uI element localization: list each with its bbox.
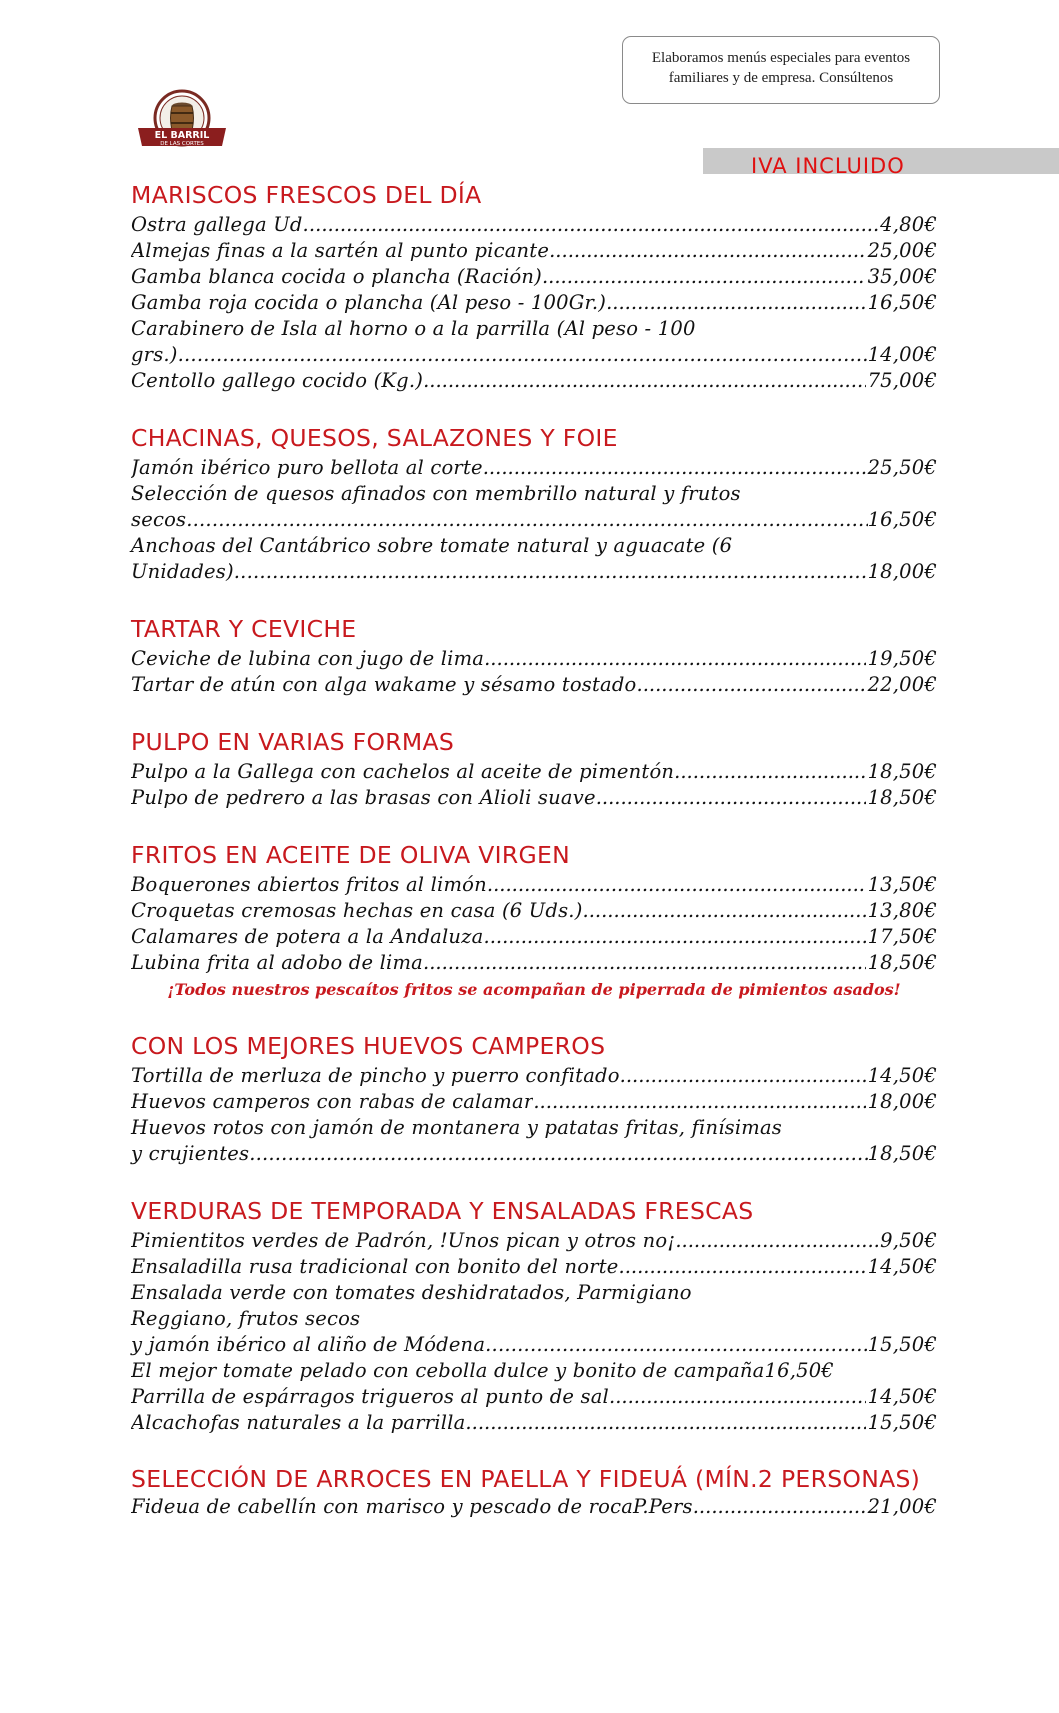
menu-item: Boquerones abiertos fritos al limón ..... 13,50€ [131,872,937,898]
item-price: 22,00€ [867,673,937,696]
item-price: 25,50€ [867,456,937,479]
item-price: 14,50€ [867,1064,937,1087]
item-price: 16,50€ [867,508,937,531]
menu-item: Ensalada verde con tomates deshidratados, Parmigiano Reggiano, frutos secos y jamón ibérico al aliño de Módena ..... 15,50€ [131,1280,937,1358]
item-price: 16,50€ [867,291,937,314]
item-price: 18,00€ [867,1090,937,1113]
svg-text:EL BARRIL: EL BARRIL [154,130,210,141]
section-chacinas [131,425,937,585]
menu-item: Huevos rotos con jamón de montanera y patatas fritas, finísimas y crujientes ..... 18,50€ [131,1115,937,1167]
section-fritos [131,842,937,1002]
iva-band [703,148,1059,174]
item-price: 18,50€ [867,951,937,974]
section-title: TARTAR Y CEVICHE [131,615,357,643]
menu-item: Ceviche de lubina con jugo de lima ..... 19,50€ [131,646,937,672]
section-huevos [131,1033,937,1167]
menu-content [131,182,937,1551]
section-mariscos [131,182,937,394]
menu-item: Ostra gallega Ud. ..... 4,80€ [131,212,937,238]
menu-item: Carabinero de Isla al horno o a la parrilla (Al peso - 100 grs.) ..... 14,00€ [131,316,937,368]
special-menus-notice [622,36,940,104]
section-arroces [131,1467,937,1520]
item-price: 14,50€ [867,1255,937,1278]
menu-item: Gamba blanca cocida o plancha (Ración) ..... 35,00€ [131,264,937,290]
svg-text:DE LAS CORTES: DE LAS CORTES [160,141,204,147]
menu-item: Pulpo a la Gallega con cachelos al aceite de pimentón ..... 18,50€ [131,759,937,785]
item-price: 25,00€ [867,239,937,262]
menu-item: Croquetas cremosas hechas en casa (6 Uds.) ..... 13,80€ [131,898,937,924]
item-price: 14,00€ [867,343,937,366]
item-price: 35,00€ [867,265,937,288]
section-pulpo [131,729,937,811]
iva-label: IVA INCLUIDO [751,154,905,174]
menu-item: Tartar de atún con alga wakame y sésamo tostado ..... 22,00€ [131,672,937,698]
item-price: 17,50€ [867,925,937,948]
restaurant-logo [134,88,230,160]
menu-item: Selección de quesos afinados con membrillo natural y frutos secos ..... 16,50€ [131,481,937,533]
menu-item: Parrilla de espárragos trigueros al punto de sal ..... 14,50€ [131,1384,937,1410]
item-price: 19,50€ [867,647,937,670]
item-price: 16,50€ [764,1359,834,1382]
section-title: SELECCIÓN DE ARROCES EN PAELLA Y FIDEUÁ (MÍN.2 PERSONAS) [131,1465,921,1493]
section-title: FRITOS EN ACEITE DE OLIVA VIRGEN [131,841,571,869]
menu-item: Anchoas del Cantábrico sobre tomate natural y aguacate (6 Unidades) ..... 18,00€ [131,533,937,585]
notice-text: Elaboramos menús especiales para eventos familiares y de empresa. Consúltenos [651,50,911,86]
menu-item: Pimientitos verdes de Padrón, !Unos pican y otros no¡ ..... 9,50€ [131,1228,937,1254]
menu-item: Jamón ibérico puro bellota al corte ..... 25,50€ [131,455,937,481]
menu-item: Huevos camperos con rabas de calamar ..... 18,00€ [131,1089,937,1115]
section-title: CON LOS MEJORES HUEVOS CAMPEROS [131,1032,606,1060]
section-tartar [131,616,937,698]
item-price: 18,50€ [867,786,937,809]
menu-item: Pulpo de pedrero a las brasas con Alioli suave ..... 18,50€ [131,785,937,811]
section-title: VERDURAS DE TEMPORADA Y ENSALADAS FRESCAS [131,1197,754,1225]
menu-item: Tortilla de merluza de pincho y puerro confitado ..... 14,50€ [131,1063,937,1089]
menu-item: Fideua de cabellín con marisco y pescado de rocaP.Pers ..... 21,00€ [131,1494,937,1520]
item-price: 13,50€ [867,873,937,896]
fried-fish-note: ¡Todos nuestros pescaítos fritos se acompañan de piperrada de pimientos asados! [167,980,901,999]
menu-item: Gamba roja cocida o plancha (Al peso - 100Gr.) ..... 16,50€ [131,290,937,316]
item-price: 9,50€ [880,1229,937,1252]
menu-item: Alcachofas naturales a la parrilla ..... 15,50€ [131,1410,937,1436]
item-price: 14,50€ [867,1385,937,1408]
section-verduras [131,1198,937,1436]
section-title: CHACINAS, QUESOS, SALAZONES Y FOIE [131,424,618,452]
section-title: MARISCOS FRESCOS DEL DÍA [131,181,482,209]
menu-item: Centollo gallego cocido (Kg.) ..... 75,00€ [131,368,937,394]
menu-item: Almejas finas a la sartén al punto picante ..... 25,00€ [131,238,937,264]
section-title: PULPO EN VARIAS FORMAS [131,728,455,756]
menu-item: Ensaladilla rusa tradicional con bonito del norte ..... 14,50€ [131,1254,937,1280]
item-price: 21,00€ [867,1495,937,1518]
item-price: 75,00€ [867,369,937,392]
barrel-logo-icon [134,88,230,160]
item-price: 18,50€ [867,1142,937,1165]
menu-item: Calamares de potera a la Andaluza ..... 17,50€ [131,924,937,950]
item-price: 18,00€ [867,560,937,583]
menu-item: El mejor tomate pelado con cebolla dulce y bonito de campaña 16,50€ [131,1359,834,1382]
item-price: 15,50€ [867,1411,937,1434]
item-price: 4,80€ [880,213,937,236]
menu-item: Lubina frita al adobo de lima ..... 18,50€ [131,950,937,976]
item-price: 13,80€ [867,899,937,922]
item-price: 15,50€ [867,1333,937,1356]
item-price: 18,50€ [867,760,937,783]
